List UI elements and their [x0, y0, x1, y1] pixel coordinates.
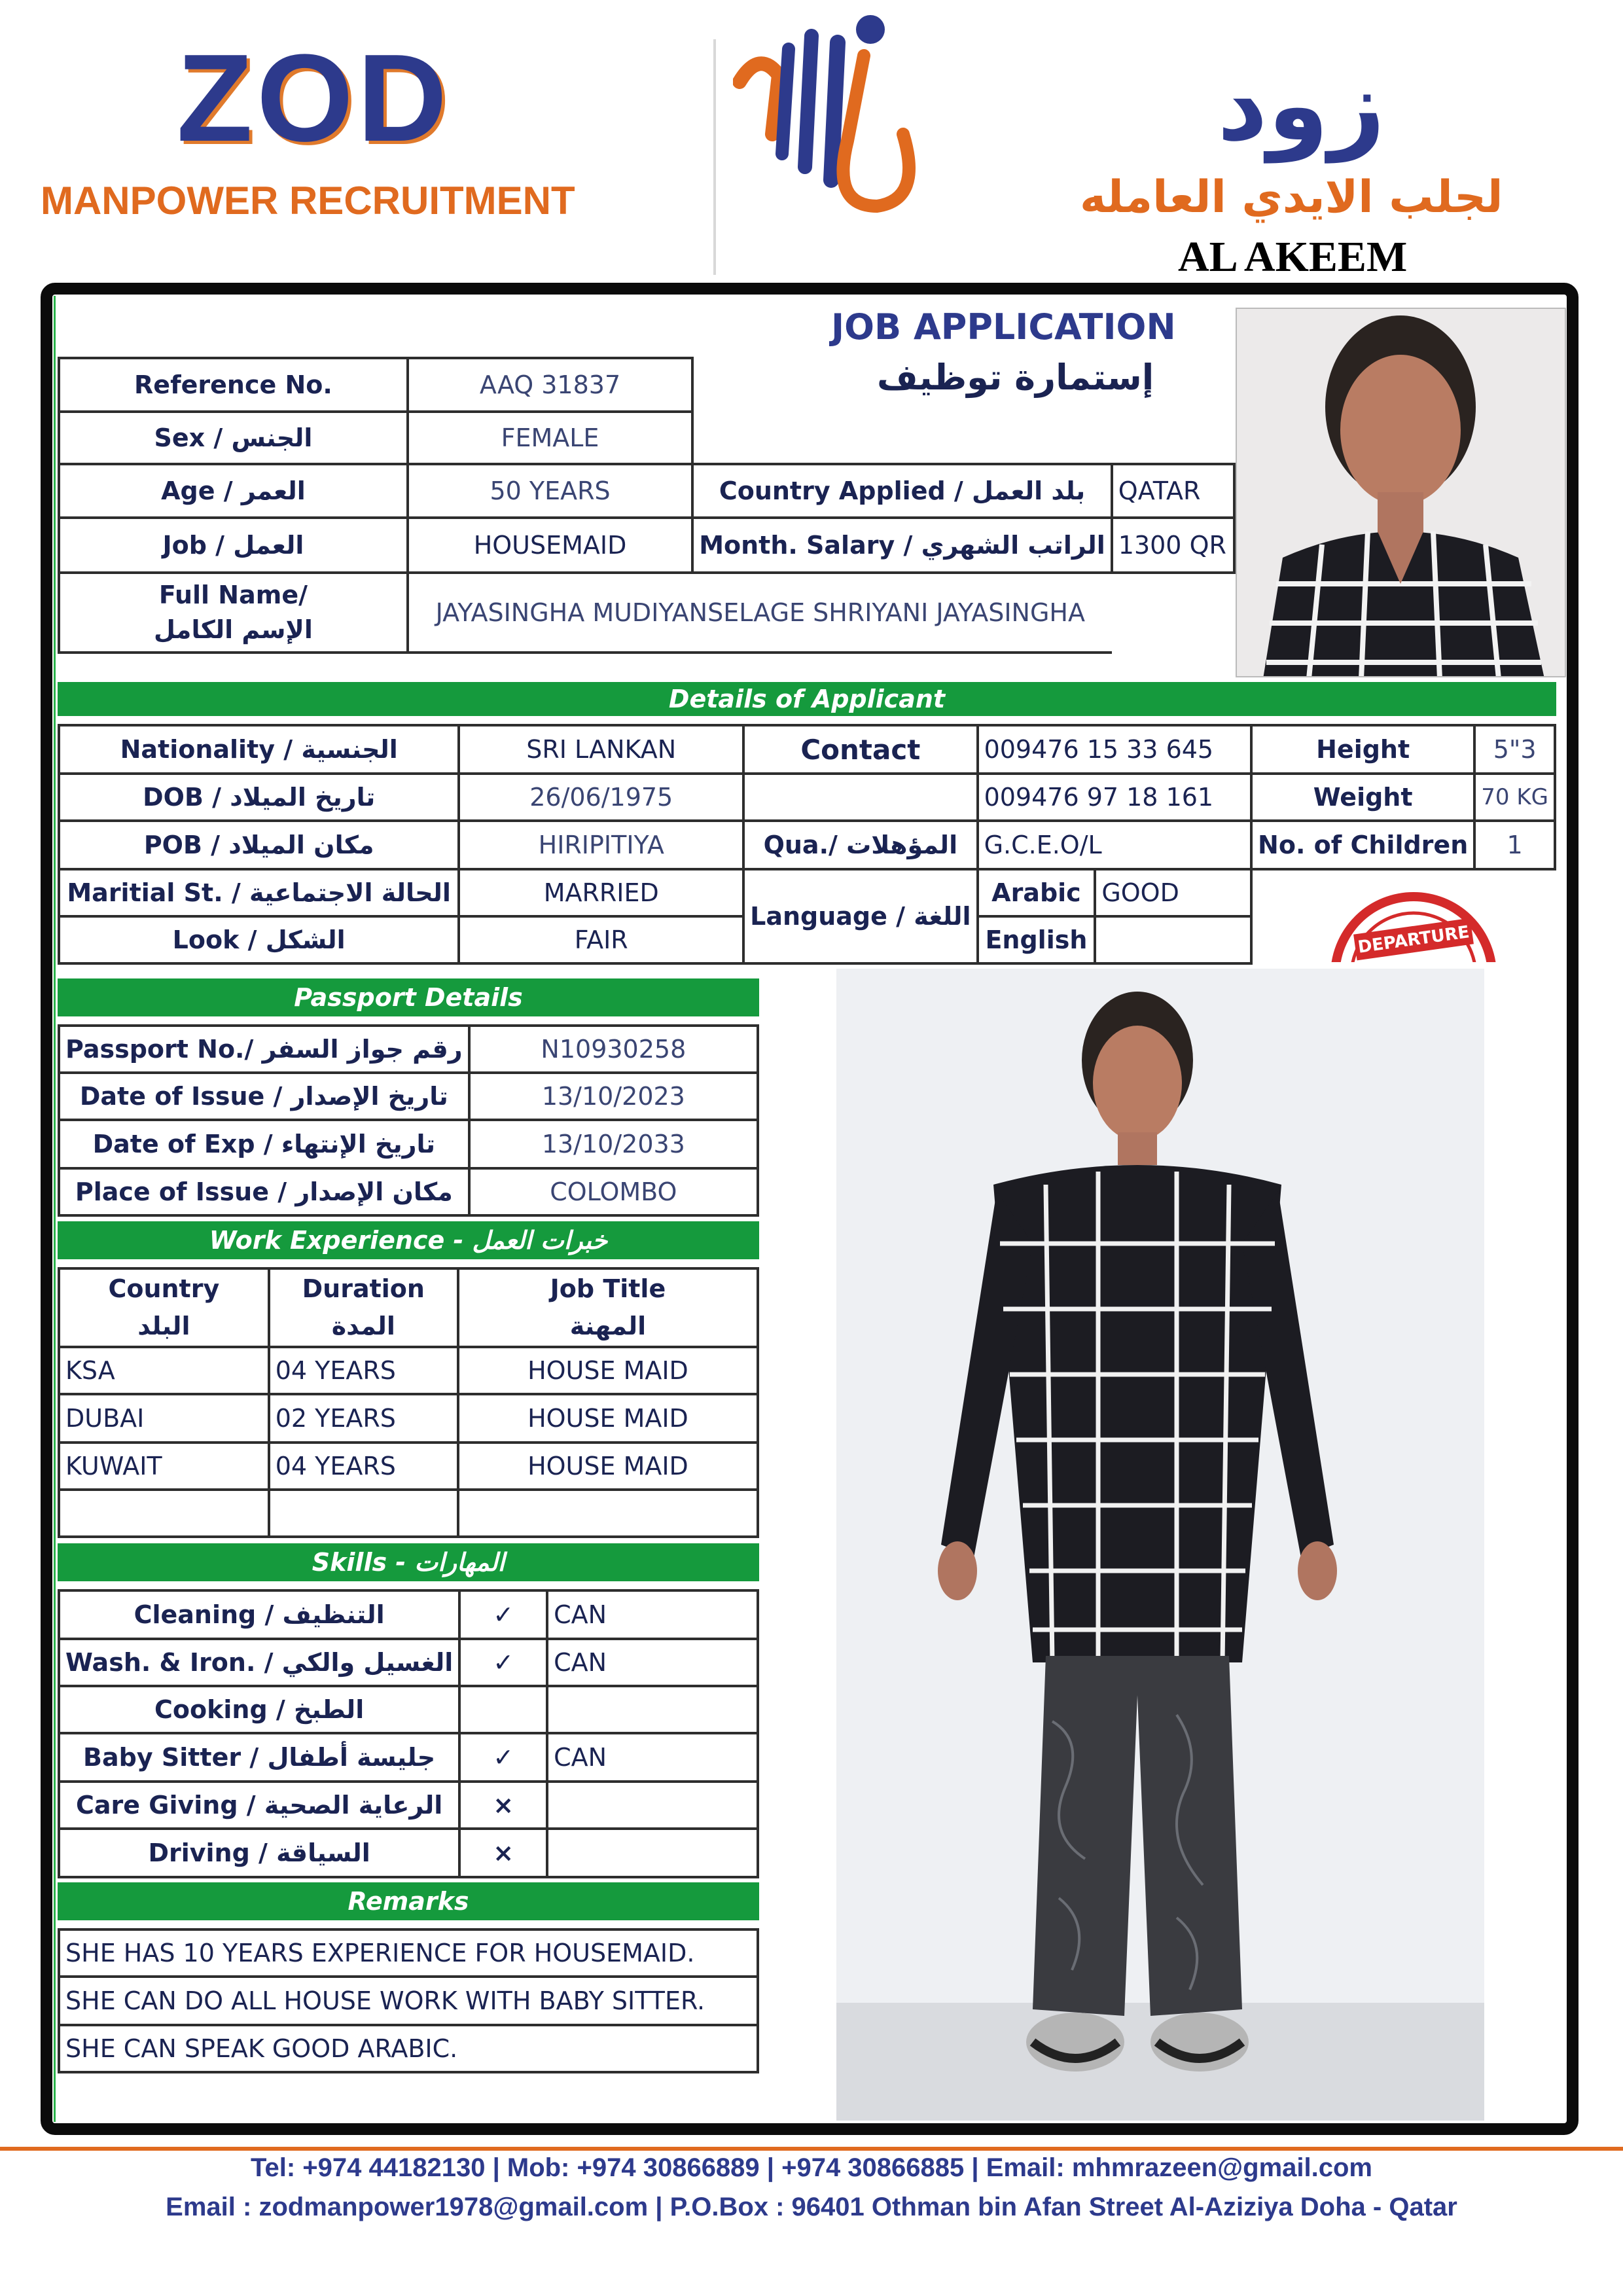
height-value: 5"3 — [1474, 725, 1555, 774]
skill-value — [547, 1686, 758, 1733]
skill-value — [547, 1782, 758, 1829]
exp-country: DUBAI — [59, 1394, 269, 1443]
look-value: FAIR — [459, 916, 743, 963]
expiry-date-value: 13/10/2033 — [469, 1120, 758, 1168]
form-title: JOB APPLICATION — [831, 306, 1176, 348]
passport-no-value: N10930258 — [469, 1026, 758, 1073]
remark-line: SHE CAN SPEAK GOOD ARABIC. — [59, 2025, 758, 2072]
marital-label: Maritial St. / الحالة الاجتماعية — [59, 869, 459, 916]
skill-label: Driving / السياقة — [59, 1829, 459, 1877]
country-applied-value: QATAR — [1112, 464, 1234, 518]
dob-value: 26/06/1975 — [459, 774, 743, 821]
dob-label: DOB / تاريخ الميلاد — [59, 774, 459, 821]
brand-logo-text: ZOD — [177, 29, 452, 168]
weight-value: 70 KG — [1474, 774, 1555, 821]
remarks-table — [58, 1928, 759, 2073]
qualification-value: G.C.E.O/L — [978, 821, 1251, 869]
applicant-full-body-photo — [836, 969, 1484, 2121]
col-job-title-arabic: المهنة — [569, 1312, 647, 1340]
skill-mark — [459, 1686, 547, 1733]
passport-section-header: Passport Details — [58, 978, 759, 1016]
experience-table — [58, 1267, 759, 1538]
contact-label: Contact — [743, 725, 977, 774]
table-row — [59, 1590, 758, 1639]
sex-value: FEMALE — [408, 412, 692, 464]
weight-label: Weight — [1251, 774, 1474, 821]
form-title-arabic: إستمارة توظيف — [877, 357, 1154, 398]
passport-table — [58, 1024, 759, 1217]
departure-stamp — [1315, 890, 1512, 962]
skills-section-header: Skills - المهارات — [58, 1543, 759, 1581]
skill-label: Baby Sitter / جليسة أطفال — [59, 1733, 459, 1782]
skill-mark: ✓ — [459, 1733, 547, 1782]
skill-mark: ✓ — [459, 1639, 547, 1686]
skill-mark: ✓ — [459, 1590, 547, 1639]
reference-value: AAQ 31837 — [408, 358, 692, 412]
table-row — [59, 1394, 758, 1443]
marital-value: MARRIED — [459, 869, 743, 916]
salary-label: Month. Salary / الراتب الشهري — [692, 518, 1112, 573]
passport-no-label: Passport No./ رقم جواز السفر — [59, 1026, 469, 1073]
remark-line: SHE CAN DO ALL HOUSE WORK WITH BABY SITTER. — [59, 1977, 758, 2025]
full-name-value: JAYASINGHA MUDIYANSELAGE SHRIYANI JAYASINGHA — [408, 573, 1112, 653]
expiry-date-label: Date of Exp / تاريخ الإنتهاء — [59, 1120, 469, 1168]
english-value — [1095, 916, 1251, 963]
issue-date-value: 13/10/2023 — [469, 1073, 758, 1120]
table-row — [59, 1347, 758, 1394]
basic-info-table — [58, 357, 1236, 654]
skill-label: Cooking / الطبخ — [59, 1686, 459, 1733]
brand-tagline: MANPOWER RECRUITMENT — [41, 179, 575, 223]
brand-logo-arabic: زود — [1217, 49, 1385, 163]
place-of-issue-value: COLOMBO — [469, 1168, 758, 1215]
col-job-title: Job Title — [550, 1274, 666, 1303]
experience-section-header: Work Experience - خبرات العمل — [58, 1221, 759, 1259]
footer-contact-line: Tel: +974 44182130 | Mob: +974 30866889 | +974 30866885 | Email: mhmrazeen@gmail.com — [251, 2153, 1372, 2182]
brand-subtitle: AL AKEEM — [1178, 233, 1408, 281]
english-label: English — [978, 916, 1096, 963]
table-row — [59, 1443, 758, 1490]
place-of-issue-label: Place of Issue / مكان الإصدار — [59, 1168, 469, 1215]
table-row — [59, 1733, 758, 1782]
exp-duration: 04 YEARS — [269, 1443, 458, 1490]
contact-number-1: 009476 15 33 645 — [978, 725, 1251, 774]
job-value: HOUSEMAID — [408, 518, 692, 573]
footer-divider — [0, 2147, 1623, 2151]
age-value: 50 YEARS — [408, 464, 692, 518]
remark-line: SHE HAS 10 YEARS EXPERIENCE FOR HOUSEMAID. — [59, 1929, 758, 1977]
issue-date-label: Date of Issue / تاريخ الإصدار — [59, 1073, 469, 1120]
pob-value: HIRIPITIYA — [459, 821, 743, 869]
height-label: Height — [1251, 725, 1474, 774]
reference-label: Reference No. — [59, 358, 408, 412]
applicant-portrait-photo — [1236, 308, 1566, 677]
remarks-section-header: Remarks — [58, 1882, 759, 1920]
look-label: Look / الشكل — [59, 916, 459, 963]
children-label: No. of Children — [1251, 821, 1474, 869]
arabic-label: Arabic — [978, 869, 1096, 916]
skill-value: CAN — [547, 1590, 758, 1639]
skill-label: Care Giving / الرعاية الصحية — [59, 1782, 459, 1829]
footer-address-line: Email : zodmanpower1978@gmail.com | P.O.Box : 96401 Othman bin Afan Street Al-Aziziya Doha - Qatar — [166, 2193, 1457, 2221]
skill-mark: × — [459, 1829, 547, 1877]
details-section-header: Details of Applicant — [58, 682, 1556, 716]
exp-duration — [269, 1490, 458, 1537]
skill-label: Cleaning / التنظيف — [59, 1590, 459, 1639]
nationality-label: Nationality / الجنسية — [59, 725, 459, 774]
salary-value: 1300 QR — [1112, 518, 1234, 573]
company-emblem-icon — [733, 10, 929, 219]
col-duration-arabic: المدة — [331, 1312, 395, 1340]
skill-label: Wash. & Iron. / الغسيل والكي — [59, 1639, 459, 1686]
children-value: 1 — [1474, 821, 1555, 869]
skill-value — [547, 1829, 758, 1877]
full-name-label-arabic: الإسم الكامل — [154, 615, 313, 644]
exp-job: HOUSE MAID — [458, 1347, 758, 1394]
age-label: Age / العمر — [59, 464, 408, 518]
sex-label: Sex / الجنس — [59, 412, 408, 464]
job-label: Job / العمل — [59, 518, 408, 573]
exp-country: KUWAIT — [59, 1443, 269, 1490]
exp-duration: 02 YEARS — [269, 1394, 458, 1443]
exp-country: KSA — [59, 1347, 269, 1394]
col-duration: Duration — [302, 1274, 425, 1303]
col-country-arabic: البلد — [137, 1312, 190, 1340]
exp-country — [59, 1490, 269, 1537]
table-row — [59, 1639, 758, 1686]
full-name-label: Full Name/ — [158, 580, 308, 609]
stamp-text: DEPARTURE — [1357, 922, 1471, 958]
exp-job: HOUSE MAID — [458, 1443, 758, 1490]
table-row — [59, 1829, 758, 1877]
language-label: Language / اللغة — [743, 869, 977, 963]
exp-duration: 04 YEARS — [269, 1347, 458, 1394]
skill-value: CAN — [547, 1733, 758, 1782]
arabic-value: GOOD — [1095, 869, 1251, 916]
skill-mark: × — [459, 1782, 547, 1829]
exp-job — [458, 1490, 758, 1537]
exp-job: HOUSE MAID — [458, 1394, 758, 1443]
qualification-label: Qua./ المؤهلات — [743, 821, 977, 869]
table-row — [59, 1490, 758, 1537]
header-divider — [713, 39, 716, 275]
country-applied-label: Country Applied / بلد العمل — [692, 464, 1112, 518]
skill-value: CAN — [547, 1639, 758, 1686]
col-country: Country — [108, 1274, 220, 1303]
brand-tagline-arabic: لجلب الايدي العامله — [1080, 171, 1503, 223]
pob-label: POB / مكان الميلاد — [59, 821, 459, 869]
nationality-value: SRI LANKAN — [459, 725, 743, 774]
contact-number-2: 009476 97 18 161 — [978, 774, 1251, 821]
table-row — [59, 1686, 758, 1733]
table-row — [59, 1782, 758, 1829]
skills-table — [58, 1589, 759, 1878]
